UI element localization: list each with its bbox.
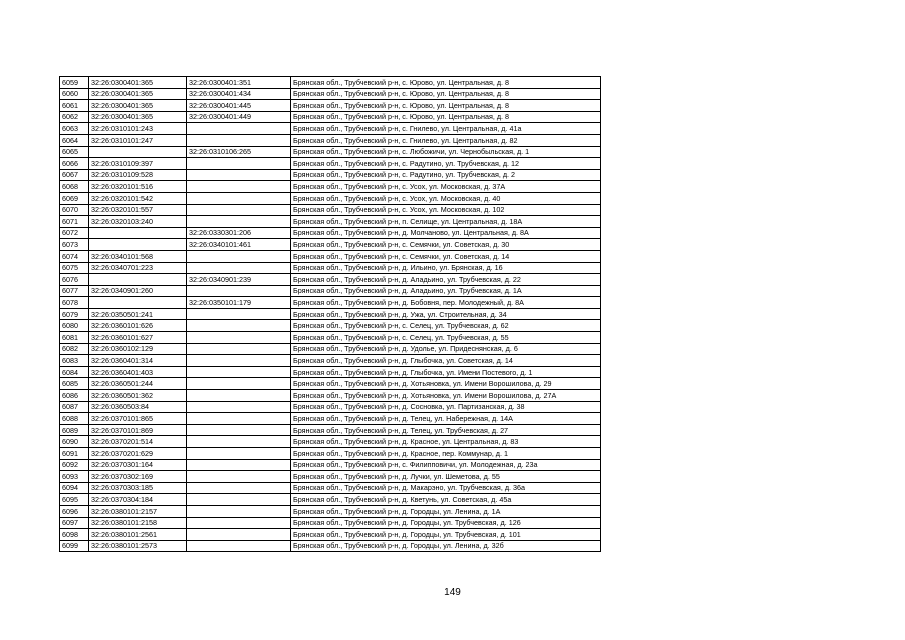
row-number-cell: 6086: [60, 390, 89, 402]
address-cell: Брянская обл., Трубчевский р-н, с. Радутино, ул. Трубчевская, д. 12: [291, 158, 601, 170]
row-number-cell: 6069: [60, 192, 89, 204]
row-number-cell: 6062: [60, 111, 89, 123]
address-cell: Брянская обл., Трубчевский р-н, д. Кветунь, ул. Советская, д. 45а: [291, 494, 601, 506]
building-cadastral-number-cell: [187, 366, 291, 378]
row-number-cell: 6075: [60, 262, 89, 274]
table-row: [60, 494, 601, 506]
address-cell: Брянская обл., Трубчевский р-н, д. Аладьино, ул. Трубчевская, д. 22: [291, 274, 601, 286]
address-cell: Брянская обл., Трубчевский р-н, с. Усох, ул. Московская, д. 37А: [291, 181, 601, 193]
building-cadastral-number-cell: [187, 332, 291, 344]
table-row: [60, 332, 601, 344]
row-number-cell: 6080: [60, 320, 89, 332]
table-row: [60, 401, 601, 413]
table-row: [60, 111, 601, 123]
building-cadastral-number-cell: 32:26:0300401:449: [187, 111, 291, 123]
building-cadastral-number-cell: [187, 262, 291, 274]
building-cadastral-number-cell: [187, 540, 291, 552]
table-row: [60, 366, 601, 378]
building-cadastral-number-cell: 32:26:0330301:206: [187, 227, 291, 239]
table-row: [60, 297, 601, 309]
address-cell: Брянская обл., Трубчевский р-н, д. Глыбочка, ул. Имени Постевого, д. 1: [291, 366, 601, 378]
cadastral-number-cell: 32:26:0370301:164: [89, 459, 187, 471]
building-cadastral-number-cell: [187, 459, 291, 471]
building-cadastral-number-cell: [187, 471, 291, 483]
row-number-cell: 6066: [60, 158, 89, 170]
row-number-cell: 6096: [60, 505, 89, 517]
page-number: 149: [444, 587, 461, 598]
address-cell: Брянская обл., Трубчевский р-н, д. Удолье, ул. Придеснянская, д. 6: [291, 343, 601, 355]
cadastral-number-cell: 32:26:0370201:514: [89, 436, 187, 448]
address-cell: Брянская обл., Трубчевский р-н, с. Гнилево, ул. Центральная, д. 41а: [291, 123, 601, 135]
building-cadastral-number-cell: [187, 192, 291, 204]
cadastral-number-cell: [89, 239, 187, 251]
row-number-cell: 6085: [60, 378, 89, 390]
address-cell: Брянская обл., Трубчевский р-н, с. Усох, ул. Московская, д. 40: [291, 192, 601, 204]
row-number-cell: 6073: [60, 239, 89, 251]
cadastral-number-cell: 32:26:0300401:365: [89, 77, 187, 89]
cadastral-number-cell: 32:26:0320101:516: [89, 181, 187, 193]
building-cadastral-number-cell: [187, 390, 291, 402]
building-cadastral-number-cell: [187, 216, 291, 228]
cadastral-number-cell: 32:26:0360101:626: [89, 320, 187, 332]
address-cell: Брянская обл., Трубчевский р-н, д. Макарэно, ул. Трубчевская, д. 36а: [291, 482, 601, 494]
address-cell: Брянская обл., Трубчевский р-н, с. Семячки, ул. Советская, д. 30: [291, 239, 601, 251]
row-number-cell: 6098: [60, 529, 89, 541]
building-cadastral-number-cell: 32:26:0300401:351: [187, 77, 291, 89]
row-number-cell: 6071: [60, 216, 89, 228]
building-cadastral-number-cell: [187, 134, 291, 146]
address-cell: Брянская обл., Трубчевский р-н, д. Глыбочка, ул. Советская, д. 14: [291, 355, 601, 367]
address-cell: Брянская обл., Трубчевский р-н, д. Телец, ул. Трубчевская, д. 27: [291, 424, 601, 436]
table-row: [60, 540, 601, 552]
cadastral-number-cell: 32:26:0380101:2158: [89, 517, 187, 529]
cadastral-number-cell: 32:26:0360501:362: [89, 390, 187, 402]
table-row: [60, 459, 601, 471]
cadastral-number-cell: 32:26:0370304:184: [89, 494, 187, 506]
table-row: [60, 181, 601, 193]
address-cell: Брянская обл., Трубчевский р-н, с. Селец, ул. Трубчевская, д. 55: [291, 332, 601, 344]
table-row: [60, 204, 601, 216]
row-number-cell: 6063: [60, 123, 89, 135]
address-cell: Брянская обл., Трубчевский р-н, с. Гнилево, ул. Центральная, д. 82: [291, 134, 601, 146]
cadastral-number-cell: 32:26:0360501:244: [89, 378, 187, 390]
building-cadastral-number-cell: 32:26:0350101:179: [187, 297, 291, 309]
cadastral-number-cell: 32:26:0360401:403: [89, 366, 187, 378]
cadastral-number-cell: 32:26:0370101:869: [89, 424, 187, 436]
table-row: [60, 529, 601, 541]
address-cell: Брянская обл., Трубчевский р-н, п. Селище, ул. Центральная, д. 18А: [291, 216, 601, 228]
address-cell: Брянская обл., Трубчевский р-н, д. Аладьино, ул. Трубчевская, д. 1А: [291, 285, 601, 297]
cadastral-number-cell: 32:26:0310101:247: [89, 134, 187, 146]
building-cadastral-number-cell: [187, 494, 291, 506]
row-number-cell: 6077: [60, 285, 89, 297]
cadastral-number-cell: 32:26:0300401:365: [89, 88, 187, 100]
building-cadastral-number-cell: [187, 308, 291, 320]
building-cadastral-number-cell: [187, 250, 291, 262]
cadastral-number-cell: 32:26:0340701:223: [89, 262, 187, 274]
table-row: [60, 88, 601, 100]
cadastral-number-cell: 32:26:0370201:629: [89, 448, 187, 460]
table-row: [60, 424, 601, 436]
address-cell: Брянская обл., Трубчевский р-н, д. Городцы, ул. Трубчевская, д. 126: [291, 517, 601, 529]
building-cadastral-number-cell: 32:26:0300401:445: [187, 100, 291, 112]
table-row: [60, 100, 601, 112]
building-cadastral-number-cell: [187, 204, 291, 216]
cadastral-number-cell: [89, 297, 187, 309]
cadastral-number-cell: 32:26:0310109:397: [89, 158, 187, 170]
table-row: [60, 216, 601, 228]
address-cell: Брянская обл., Трубчевский р-н, д. Бобовня, пер. Молодежный, д. 8А: [291, 297, 601, 309]
cadastral-number-cell: 32:26:0370303:185: [89, 482, 187, 494]
address-cell: Брянская обл., Трубчевский р-н, с. Филипповичи, ул. Молодежная, д. 23а: [291, 459, 601, 471]
cadastral-number-cell: 32:26:0360102:129: [89, 343, 187, 355]
address-cell: Брянская обл., Трубчевский р-н, д. Хотьяновка, ул. Имени Ворошилова, д. 29: [291, 378, 601, 390]
address-cell: Брянская обл., Трубчевский р-н, с. Любожичи, ул. Чернобыльская, д. 1: [291, 146, 601, 158]
table-row: [60, 227, 601, 239]
building-cadastral-number-cell: 32:26:0310106:265: [187, 146, 291, 158]
row-number-cell: 6068: [60, 181, 89, 193]
row-number-cell: 6060: [60, 88, 89, 100]
table-row: [60, 308, 601, 320]
row-number-cell: 6072: [60, 227, 89, 239]
row-number-cell: 6089: [60, 424, 89, 436]
address-cell: Брянская обл., Трубчевский р-н, с. Семячки, ул. Советская, д. 14: [291, 250, 601, 262]
address-cell: Брянская обл., Трубчевский р-н, с. Усох, ул. Московская, д. 102: [291, 204, 601, 216]
building-cadastral-number-cell: [187, 320, 291, 332]
building-cadastral-number-cell: 32:26:0300401:434: [187, 88, 291, 100]
table-row: [60, 471, 601, 483]
cadastral-number-cell: 32:26:0310109:528: [89, 169, 187, 181]
row-number-cell: 6088: [60, 413, 89, 425]
address-cell: Брянская обл., Трубчевский р-н, д. Ильино, ул. Брянская, д. 16: [291, 262, 601, 274]
row-number-cell: 6078: [60, 297, 89, 309]
table-row: [60, 134, 601, 146]
address-cell: Брянская обл., Трубчевский р-н, с. Юрово, ул. Центральная, д. 8: [291, 77, 601, 89]
building-cadastral-number-cell: [187, 343, 291, 355]
table-row: [60, 77, 601, 89]
address-cell: Брянская обл., Трубчевский р-н, д. Сосновка, ул. Партизанская, д. 38: [291, 401, 601, 413]
table-row: [60, 192, 601, 204]
cadastral-number-cell: [89, 227, 187, 239]
building-cadastral-number-cell: [187, 482, 291, 494]
building-cadastral-number-cell: [187, 448, 291, 460]
building-cadastral-number-cell: [187, 378, 291, 390]
address-cell: Брянская обл., Трубчевский р-н, д. Ужа, ул. Строительная, д. 34: [291, 308, 601, 320]
table-row: [60, 355, 601, 367]
building-cadastral-number-cell: [187, 424, 291, 436]
row-number-cell: 6084: [60, 366, 89, 378]
cadastral-number-cell: 32:26:0360101:627: [89, 332, 187, 344]
cadastral-number-cell: 32:26:0340101:568: [89, 250, 187, 262]
row-number-cell: 6059: [60, 77, 89, 89]
row-number-cell: 6094: [60, 482, 89, 494]
row-number-cell: 6090: [60, 436, 89, 448]
row-number-cell: 6093: [60, 471, 89, 483]
building-cadastral-number-cell: [187, 169, 291, 181]
cadastral-number-cell: 32:26:0380101:2573: [89, 540, 187, 552]
row-number-cell: 6091: [60, 448, 89, 460]
cadastral-number-cell: 32:26:0300401:365: [89, 111, 187, 123]
address-cell: Брянская обл., Трубчевский р-н, д. Городцы, ул. Ленина, д. 1А: [291, 505, 601, 517]
building-cadastral-number-cell: [187, 123, 291, 135]
row-number-cell: 6095: [60, 494, 89, 506]
row-number-cell: 6067: [60, 169, 89, 181]
cadastral-number-cell: 32:26:0320101:557: [89, 204, 187, 216]
table-row: [60, 505, 601, 517]
building-cadastral-number-cell: [187, 285, 291, 297]
building-cadastral-number-cell: [187, 505, 291, 517]
table-row: [60, 343, 601, 355]
registry-table: [59, 76, 601, 552]
row-number-cell: 6083: [60, 355, 89, 367]
row-number-cell: 6070: [60, 204, 89, 216]
address-cell: Брянская обл., Трубчевский р-н, д. Городцы, ул. Трубчевская, д. 101: [291, 529, 601, 541]
row-number-cell: 6074: [60, 250, 89, 262]
cadastral-number-cell: 32:26:0320103:240: [89, 216, 187, 228]
row-number-cell: 6082: [60, 343, 89, 355]
cadastral-number-cell: 32:26:0370101:865: [89, 413, 187, 425]
cadastral-number-cell: 32:26:0360401:314: [89, 355, 187, 367]
building-cadastral-number-cell: [187, 436, 291, 448]
address-cell: Брянская обл., Трубчевский р-н, д. Красное, пер. Коммунар, д. 1: [291, 448, 601, 460]
table-row: [60, 239, 601, 251]
address-cell: Брянская обл., Трубчевский р-н, д. Городцы, ул. Ленина, д. 32б: [291, 540, 601, 552]
table-row: [60, 158, 601, 170]
row-number-cell: 6079: [60, 308, 89, 320]
table-row: [60, 517, 601, 529]
cadastral-number-cell: 32:26:0300401:365: [89, 100, 187, 112]
address-cell: Брянская обл., Трубчевский р-н, д. Молчаново, ул. Центральная, д. 8А: [291, 227, 601, 239]
table-row: [60, 262, 601, 274]
table-row: [60, 482, 601, 494]
address-cell: Брянская обл., Трубчевский р-н, д. Хотьяновка, ул. Имени Ворошилова, д. 27А: [291, 390, 601, 402]
table-row: [60, 448, 601, 460]
cadastral-number-cell: 32:26:0310101:243: [89, 123, 187, 135]
row-number-cell: 6097: [60, 517, 89, 529]
cadastral-number-cell: 32:26:0360503:84: [89, 401, 187, 413]
table-row: [60, 274, 601, 286]
building-cadastral-number-cell: [187, 181, 291, 193]
address-cell: Брянская обл., Трубчевский р-н, д. Телец, ул. Набережная, д. 14А: [291, 413, 601, 425]
table-row: [60, 123, 601, 135]
table-row: [60, 169, 601, 181]
table-row: [60, 250, 601, 262]
row-number-cell: 6092: [60, 459, 89, 471]
table-row: [60, 285, 601, 297]
registry-table-body: [60, 77, 601, 552]
address-cell: Брянская обл., Трубчевский р-н, с. Юрово, ул. Центральная, д. 8: [291, 88, 601, 100]
building-cadastral-number-cell: [187, 517, 291, 529]
row-number-cell: 6099: [60, 540, 89, 552]
building-cadastral-number-cell: 32:26:0340101:461: [187, 239, 291, 251]
building-cadastral-number-cell: [187, 158, 291, 170]
table-row: [60, 146, 601, 158]
address-cell: Брянская обл., Трубчевский р-н, с. Юрово, ул. Центральная, д. 8: [291, 111, 601, 123]
building-cadastral-number-cell: [187, 413, 291, 425]
building-cadastral-number-cell: [187, 401, 291, 413]
row-number-cell: 6076: [60, 274, 89, 286]
cadastral-number-cell: 32:26:0380101:2561: [89, 529, 187, 541]
row-number-cell: 6065: [60, 146, 89, 158]
table-row: [60, 413, 601, 425]
table-row: [60, 390, 601, 402]
address-cell: Брянская обл., Трубчевский р-н, с. Юрово, ул. Центральная, д. 8: [291, 100, 601, 112]
cadastral-number-cell: 32:26:0380101:2157: [89, 505, 187, 517]
cadastral-number-cell: [89, 274, 187, 286]
address-cell: Брянская обл., Трубчевский р-н, с. Селец, ул. Трубчевская, д. 62: [291, 320, 601, 332]
row-number-cell: 6087: [60, 401, 89, 413]
cadastral-number-cell: 32:26:0370302:169: [89, 471, 187, 483]
address-cell: Брянская обл., Трубчевский р-н, д. Лучки, ул. Шеметова, д. 55: [291, 471, 601, 483]
table-row: [60, 320, 601, 332]
building-cadastral-number-cell: [187, 529, 291, 541]
address-cell: Брянская обл., Трубчевский р-н, д. Красное, ул. Центральная, д. 83: [291, 436, 601, 448]
cadastral-number-cell: [89, 146, 187, 158]
cadastral-number-cell: 32:26:0350501:241: [89, 308, 187, 320]
address-cell: Брянская обл., Трубчевский р-н, с. Радутино, ул. Трубчевская, д. 2: [291, 169, 601, 181]
row-number-cell: 6081: [60, 332, 89, 344]
table-row: [60, 436, 601, 448]
building-cadastral-number-cell: 32:26:0340901:239: [187, 274, 291, 286]
row-number-cell: 6061: [60, 100, 89, 112]
cadastral-number-cell: 32:26:0340901:260: [89, 285, 187, 297]
table-row: [60, 378, 601, 390]
building-cadastral-number-cell: [187, 355, 291, 367]
cadastral-number-cell: 32:26:0320101:542: [89, 192, 187, 204]
row-number-cell: 6064: [60, 134, 89, 146]
